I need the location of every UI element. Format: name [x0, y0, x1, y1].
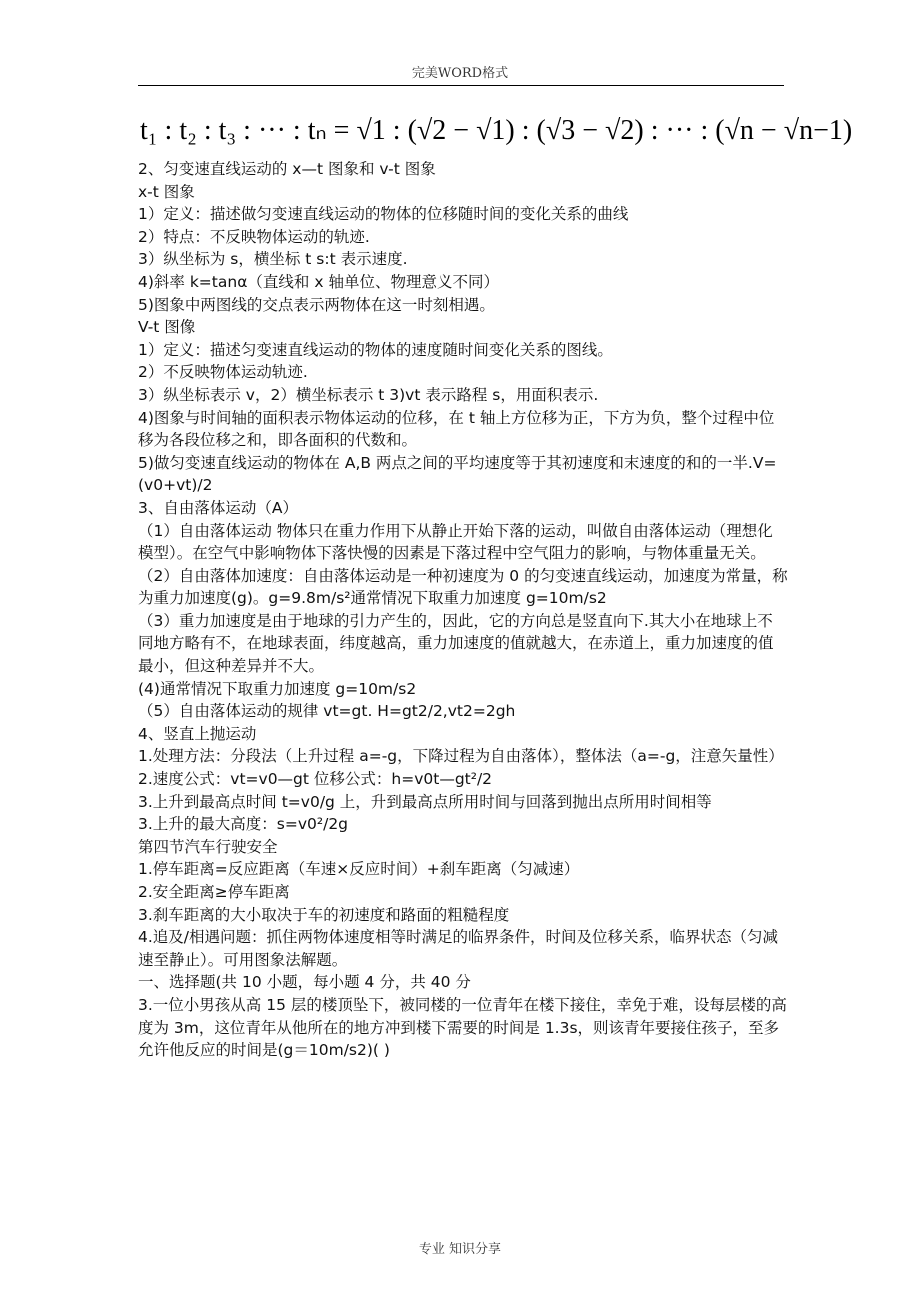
- text-line: 3.上升到最高点时间 t=v0/g 上，升到最高点所用时间与回落到抛出点所用时间相等: [138, 792, 712, 811]
- text-line: 2）不反映物体运动轨迹.: [138, 363, 308, 382]
- text-line: 4)图象与时间轴的面积表示物体运动的位移，在 t 轴上方位移为正，下方为负，整个过程中位移为各段位移之和，即各面积的代数和。: [138, 408, 775, 450]
- text-line: 3.上升的最大高度：s=v0²/2g: [138, 815, 349, 834]
- text-line: 一、选择题(共 10 小题，每小题 4 分，共 40 分: [138, 973, 471, 992]
- text-line: 3）纵坐标表示 v，2）横坐标表示 t 3)vt 表示路程 s，用面积表示.: [138, 385, 599, 404]
- text-line: x-t 图象: [138, 182, 195, 201]
- text-line: 1）定义：描述做匀变速直线运动的物体的位移随时间的变化关系的曲线: [138, 205, 629, 224]
- text-line: （5）自由落体运动的规律 vt=gt. H=gt2/2,vt2=2gh: [138, 702, 516, 721]
- text-line: （1）自由落体运动 物体只在重力作用下从静止开始下落的运动，叫做自由落体运动（理想化模型）。在空气中影响物体下落快慢的因素是下落过程中空气阻力的影响，与物体重量无关。: [138, 521, 773, 563]
- text-line: 3）纵坐标为 s，横坐标 t s:t 表示速度.: [138, 250, 408, 269]
- text-line: 4、竖直上抛运动: [138, 724, 257, 743]
- header-divider: [138, 85, 784, 86]
- text-line: 4)斜率 k=tanα（直线和 x 轴单位、物理意义不同）: [138, 272, 499, 291]
- text-line: 3.一位小男孩从高 15 层的楼顶坠下，被同楼的一位青年在楼下接住，幸免于难，设每层楼的高度为 3m，这位青年从他所在的地方冲到楼下需要的时间是 1.3s，则该青年要接住孩子，至多允许他反应的时间是(g＝10m/s2)( ): [138, 995, 787, 1060]
- text-line: 1.停车距离=反应距离（车速×反应时间）+刹车距离（匀减速）: [138, 860, 580, 879]
- text-line: 1.处理方法：分段法（上升过程 a=-g，下降过程为自由落体），整体法（a=-g，注意矢量性）: [138, 747, 784, 766]
- text-line: 2.速度公式：vt=v0—gt 位移公式：h=v0t—gt²/2: [138, 770, 493, 789]
- text-line: 3、自由落体运动（A）: [138, 498, 298, 517]
- text-line: 5)做匀变速直线运动的物体在 A,B 两点之间的平均速度等于其初速度和末速度的和的一半.V=(v0+vt)/2: [138, 453, 777, 495]
- text-line: 2、匀变速直线运动的 x—t 图象和 v-t 图象: [138, 160, 436, 178]
- text-line: （3）重力加速度是由于地球的引力产生的，因此，它的方向总是竖直向下.其大小在地球上不同地方略有不，在地球表面，纬度越高，重力加速度的值就越大，在赤道上，重力加速度的值最小，但这种差异并不大。: [138, 611, 774, 676]
- ratio-formula: t₁ : t₂ : t₃ : ··· : tₙ = √1 : (√2 − √1) : (√3 − √2) : ··· : (√n − √n−1): [140, 115, 853, 146]
- text-line: 2）特点：不反映物体运动的轨迹.: [138, 227, 370, 246]
- text-line: 1）定义：描述匀变速直线运动的物体的速度随时间变化关系的图线。: [138, 340, 613, 359]
- text-line: 5)图象中两图线的交点表示两物体在这一时刻相遇。: [138, 295, 495, 314]
- text-line: 2.安全距离≥停车距离: [138, 883, 290, 901]
- page-header: 完美WORD格式: [411, 66, 509, 81]
- text-line: (4)通常情况下取重力加速度 g=10m/s2: [138, 679, 417, 698]
- text-line: （2）自由落体加速度：自由落体运动是一种初速度为 0 的匀变速直线运动，加速度为常量，称为重力加速度(g)。g=9.8m/s²通常情况下取重力加速度 g=10m/s2: [138, 566, 788, 608]
- text-line: 第四节汽车行驶安全: [138, 837, 278, 856]
- document-body: [138, 158, 788, 1062]
- text-line: V-t 图像: [138, 318, 196, 337]
- text-line: 3.刹车距离的大小取决于车的初速度和路面的粗糙程度: [138, 905, 510, 924]
- text-line: 4.追及/相遇问题：抓住两物体速度相等时满足的临界条件，时间及位移关系，临界状态（匀减速至静止）。可用图象法解题。: [138, 928, 779, 969]
- page-footer: 专业 知识分享: [418, 1242, 502, 1257]
